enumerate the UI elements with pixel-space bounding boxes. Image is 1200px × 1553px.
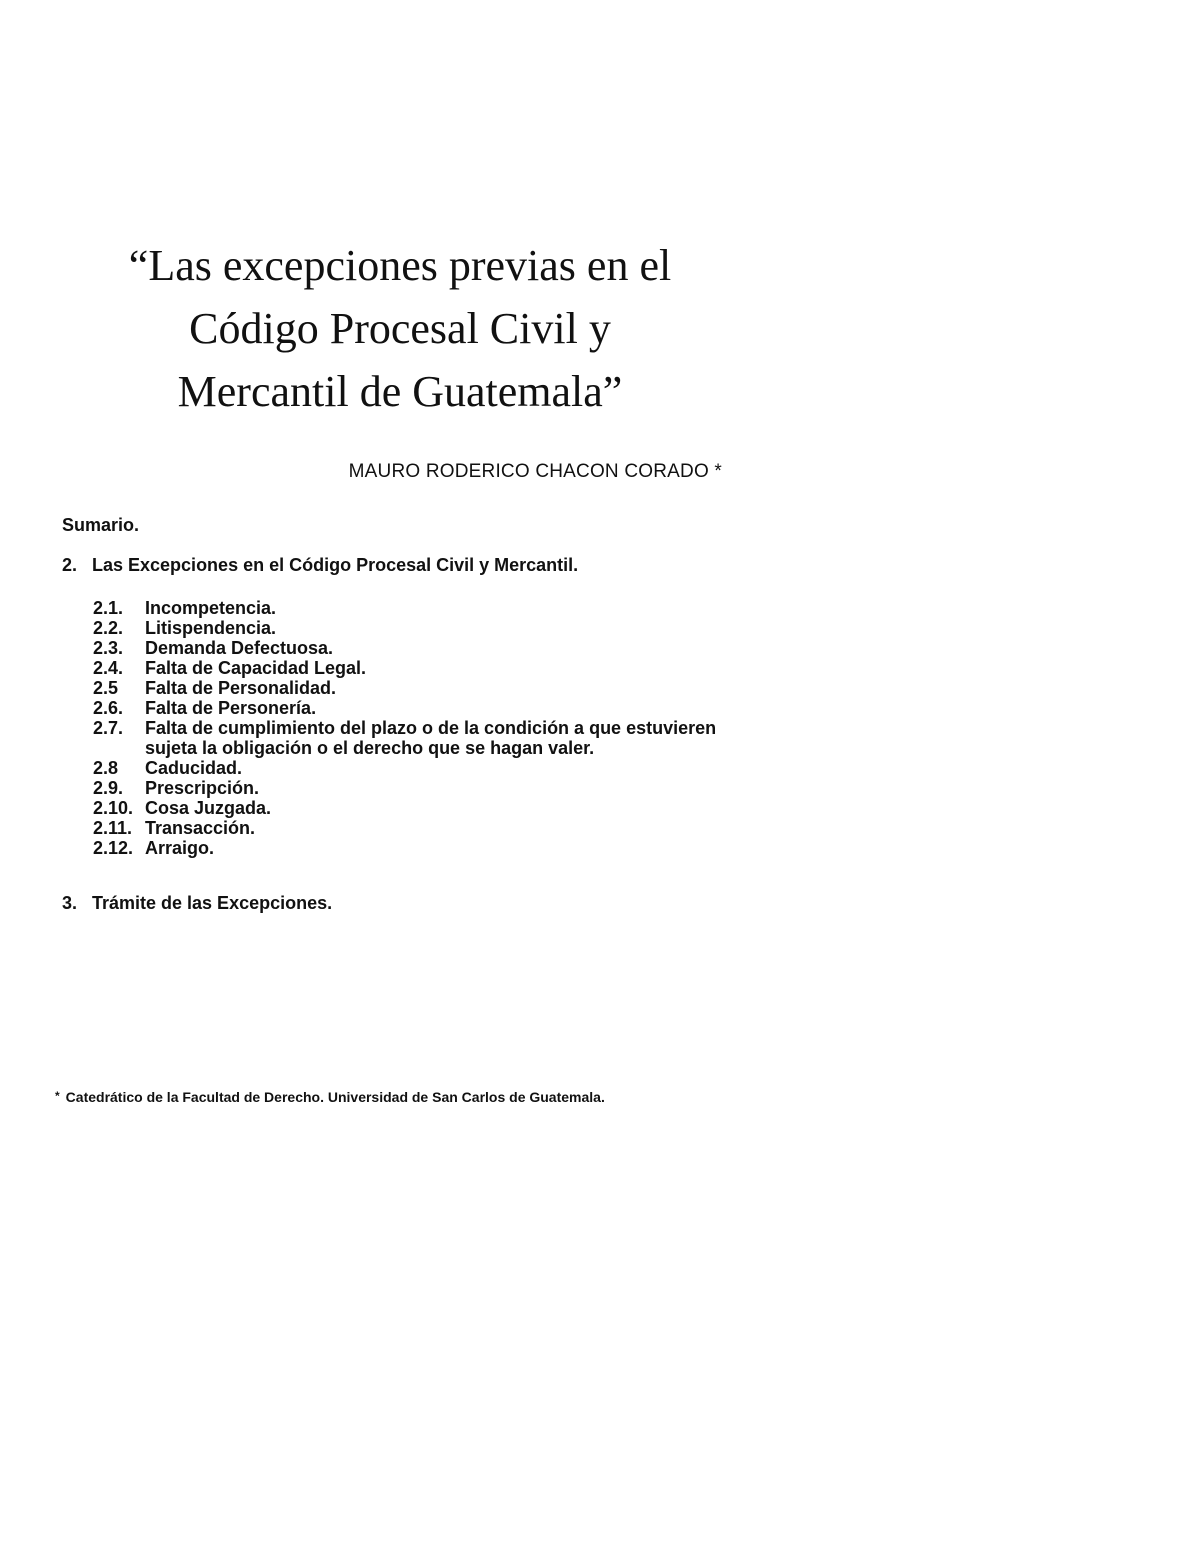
list-item [93,698,733,718]
author-name: MAURO RODERICO CHACON CORADO * [348,461,722,482]
item-number: 2.3. [93,638,124,658]
item-text: Arraigo. [145,838,215,858]
summary-section-2 [62,555,578,576]
section-label: Las Excepciones en el Código Procesal Civil y Mercantil. [92,555,579,575]
item-text: Falta de Personería. [145,698,317,718]
item-text: Prescripción. [145,778,260,798]
item-number: 2.1. [93,598,124,618]
list-item [93,598,733,618]
item-number: 2.10. [93,798,134,818]
article-title-line-3: Mercantil de Guatemala” [177,367,623,416]
list-item [93,778,733,798]
item-number: 2.11. [93,818,133,838]
footnote-text: Catedrático de la Facultad de Derecho. Universidad de San Carlos de Guatemala. [65,1089,605,1105]
footnote [55,1089,605,1105]
item-text: Transacción. [145,818,256,838]
item-number: 2.6. [93,698,124,718]
list-item [93,838,733,858]
list-item [93,638,733,658]
footnote-mark: * [55,1089,60,1103]
list-item [93,678,733,698]
list-item [93,798,733,818]
article-title-line-2: Código Procesal Civil y [189,304,611,353]
item-text: Cosa Juzgada. [145,798,272,818]
section-label: Trámite de las Excepciones. [92,893,333,913]
list-item [93,818,733,838]
item-text: Caducidad. [145,758,243,778]
summary-heading: Sumario. [62,515,140,535]
item-number: 2.8 [93,758,119,778]
article-title-line-1: “Las excepciones previas en el [128,241,672,290]
item-number: 2.4. [93,658,124,678]
item-text: Incompetencia. [145,598,277,618]
list-item [93,658,733,678]
summary-subitems-list [93,598,733,858]
item-text: Litispendencia. [145,618,277,638]
item-text: Falta de Personalidad. [145,678,337,698]
list-item [93,758,733,778]
item-number: 2.2. [93,618,124,638]
section-number: 2. [62,555,78,575]
item-number: 2.12. [93,838,134,858]
item-text: Falta de Capacidad Legal. [145,658,367,678]
list-item [93,718,733,758]
item-text: Demanda Defectuosa. [145,638,334,658]
section-number: 3. [62,893,78,913]
item-number: 2.9. [93,778,124,798]
item-number: 2.5 [93,678,119,698]
item-number: 2.7. [93,718,124,738]
item-text: Falta de cumplimiento del plazo o de la condición a que estuvieren sujeta la obligación o el derecho que se hagan valer. [145,718,717,758]
list-item [93,618,733,638]
summary-section-3 [62,893,332,914]
